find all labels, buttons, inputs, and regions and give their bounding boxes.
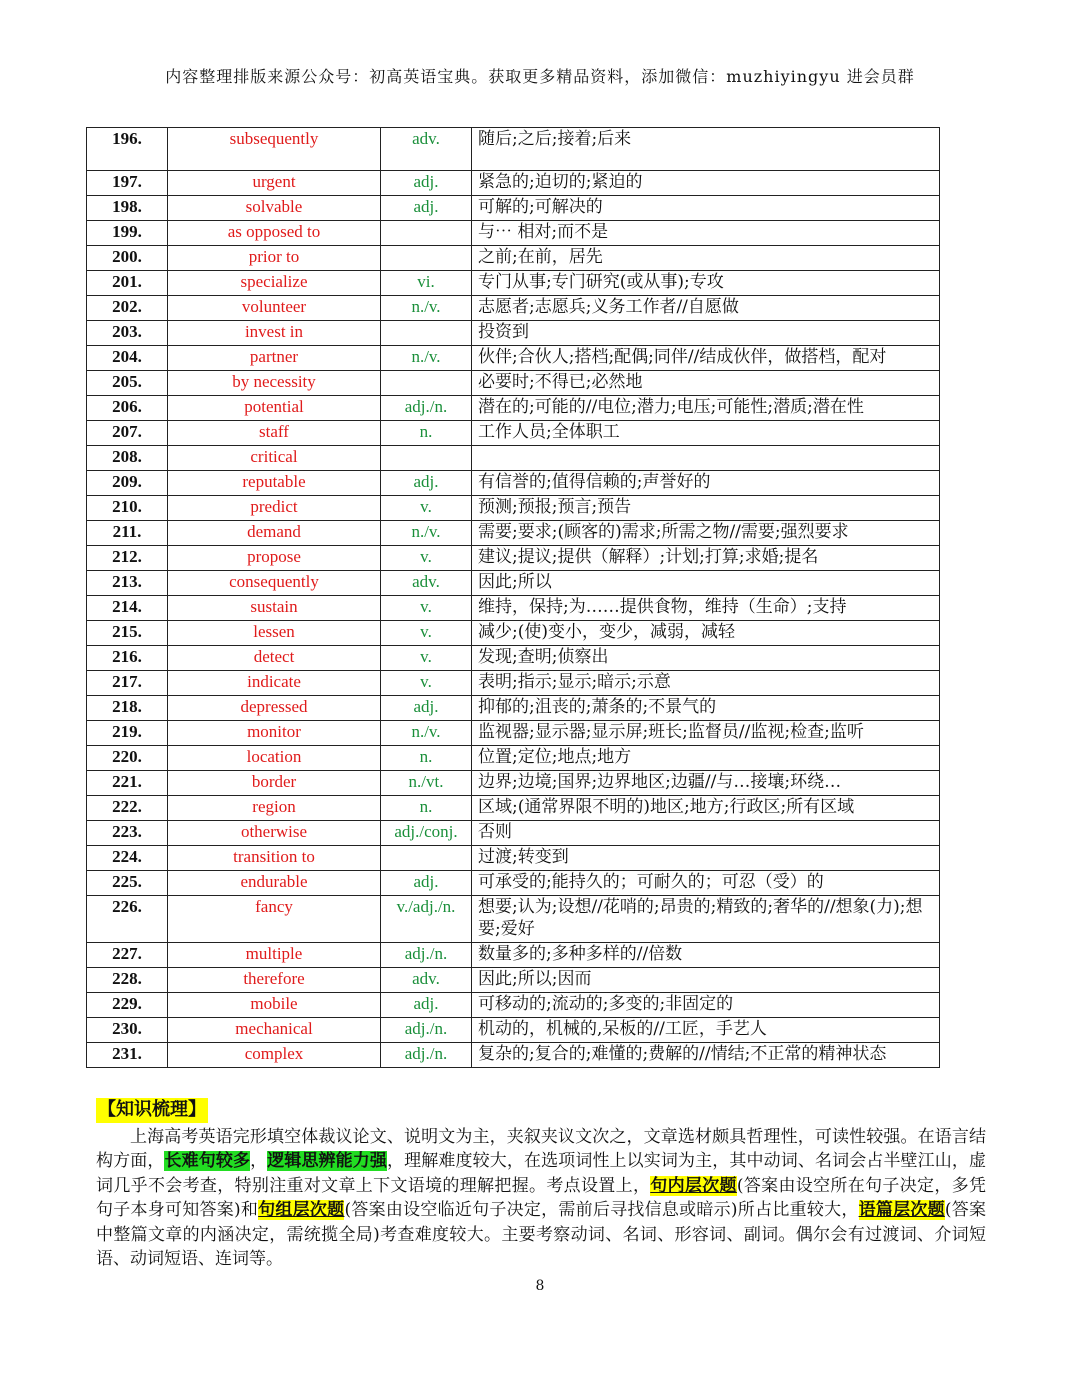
table-row <box>87 471 940 496</box>
row-word: reputable <box>168 471 381 496</box>
table-row <box>87 346 940 371</box>
table-row <box>87 943 940 968</box>
row-word: partner <box>168 346 381 371</box>
table-row <box>87 696 940 721</box>
row-pos: adj. <box>381 871 472 896</box>
page-header: 内容整理排版来源公众号：初高英语宝典。获取更多精品资料，添加微信：muzhiyingyu 进会员群 <box>165 67 915 86</box>
row-pos: v. <box>381 596 472 621</box>
row-number: 224. <box>87 846 168 871</box>
row-number: 213. <box>87 571 168 596</box>
page-number: 8 <box>535 1278 545 1294</box>
row-meaning: 有信誉的;值得信赖的;声誉好的 <box>472 471 940 496</box>
row-number: 226. <box>87 896 168 943</box>
row-word: endurable <box>168 871 381 896</box>
table-row <box>87 246 940 271</box>
row-word: mobile <box>168 993 381 1018</box>
table-row <box>87 1043 940 1068</box>
text-span: (答案由设空临近句子决定，需前后寻找信息或暗示)所占比重较大， <box>344 1200 859 1220</box>
row-meaning: 需要;要求;(顾客的)需求;所需之物//需要;强烈要求 <box>472 521 940 546</box>
row-word: depressed <box>168 696 381 721</box>
row-pos: adj./conj. <box>381 821 472 846</box>
table-row <box>87 646 940 671</box>
row-word: fancy <box>168 896 381 943</box>
row-pos <box>381 371 472 396</box>
table-row <box>87 771 940 796</box>
row-number: 222. <box>87 796 168 821</box>
row-word: urgent <box>168 171 381 196</box>
row-meaning: 发现;查明;侦察出 <box>472 646 940 671</box>
row-number: 197. <box>87 171 168 196</box>
row-pos: v. <box>381 621 472 646</box>
row-number: 198. <box>87 196 168 221</box>
row-number: 204. <box>87 346 168 371</box>
row-meaning: 之前;在前，居先 <box>472 246 940 271</box>
row-pos <box>381 221 472 246</box>
row-meaning: 因此;所以;因而 <box>472 968 940 993</box>
text-span: 上海高考英语完形填空体裁议论文、说明文为主，夹叙夹议文次之，文章选材颇具哲理性，可读性较强。在语言结构方面， <box>96 1126 986 1171</box>
row-meaning: 机动的，机械的,呆板的//工匠，手艺人 <box>472 1018 940 1043</box>
row-number: 231. <box>87 1043 168 1068</box>
row-number: 206. <box>87 396 168 421</box>
row-meaning: 可解的;可解决的 <box>472 196 940 221</box>
table-row <box>87 871 940 896</box>
row-pos: adj./n. <box>381 1043 472 1068</box>
row-word: lessen <box>168 621 381 646</box>
row-pos: n./v. <box>381 521 472 546</box>
table-row <box>87 128 940 171</box>
row-pos: n. <box>381 421 472 446</box>
row-word: by necessity <box>168 371 381 396</box>
table-row <box>87 846 940 871</box>
row-number: 212. <box>87 546 168 571</box>
row-meaning: 潜在的;可能的//电位;潜力;电压;可能性;潜质;潜在性 <box>472 396 940 421</box>
row-meaning: 可移动的;流动的;多变的;非固定的 <box>472 993 940 1018</box>
row-number: 225. <box>87 871 168 896</box>
row-meaning: 抑郁的;沮丧的;萧条的;不景气的 <box>472 696 940 721</box>
row-pos: adj. <box>381 171 472 196</box>
section-paragraph <box>96 1125 986 1272</box>
row-meaning: 建议;提议;提供（解释）;计划;打算;求婚;提名 <box>472 546 940 571</box>
row-meaning: 随后;之后;接着;后来 <box>472 128 940 171</box>
row-meaning: 监视器;显示器;显示屏;班长;监督员//监视;检查;监听 <box>472 721 940 746</box>
row-pos: adv. <box>381 968 472 993</box>
row-number: 214. <box>87 596 168 621</box>
row-number: 217. <box>87 671 168 696</box>
row-pos: v. <box>381 671 472 696</box>
row-pos: adv. <box>381 571 472 596</box>
row-pos: n./v. <box>381 721 472 746</box>
row-word: location <box>168 746 381 771</box>
table-row <box>87 571 940 596</box>
row-meaning: 投资到 <box>472 321 940 346</box>
highlight-long-sentences: 长难句较多 <box>164 1151 251 1171</box>
row-number: 229. <box>87 993 168 1018</box>
row-pos: adj. <box>381 196 472 221</box>
row-pos <box>381 446 472 471</box>
row-word: consequently <box>168 571 381 596</box>
row-meaning <box>472 446 940 471</box>
row-meaning: 边界;边境;国界;边界地区;边疆//与…接壤;环绕… <box>472 771 940 796</box>
row-word: prior to <box>168 246 381 271</box>
table-row <box>87 968 940 993</box>
row-meaning: 伙伴;合伙人;搭档;配偶;同伴//结成伙伴，做搭档，配对 <box>472 346 940 371</box>
row-pos: adj. <box>381 471 472 496</box>
row-word: complex <box>168 1043 381 1068</box>
row-word: solvable <box>168 196 381 221</box>
row-meaning: 区域;(通常界限不明的)地区;地方;行政区;所有区域 <box>472 796 940 821</box>
row-word: as opposed to <box>168 221 381 246</box>
row-meaning: 复杂的;复合的;难懂的;费解的//情结;不正常的精神状态 <box>472 1043 940 1068</box>
highlight-discourse-level: 语篇层次题 <box>858 1200 945 1220</box>
text-span: ，理解难度较大，在选项词性上以实词为主，其中动词、名词会占半壁江山，虚词几乎不会考查，特别注重对文章上下文语境的理解把握。考点设置上， <box>96 1151 987 1196</box>
row-pos: vi. <box>381 271 472 296</box>
row-meaning: 表明;指示;显示;暗示;示意 <box>472 671 940 696</box>
row-word: potential <box>168 396 381 421</box>
row-pos: n./vt. <box>381 771 472 796</box>
row-pos: adj./n. <box>381 943 472 968</box>
row-number: 209. <box>87 471 168 496</box>
row-word: subsequently <box>168 128 381 171</box>
row-meaning: 想要;认为;设想//花哨的;昂贵的;精致的;奢华的//想象(力);想要;爱好 <box>472 896 940 943</box>
table-row <box>87 896 940 943</box>
row-meaning: 过渡;转变到 <box>472 846 940 871</box>
row-pos: n. <box>381 746 472 771</box>
row-meaning: 减少;(使)变小，变少，减弱，减轻 <box>472 621 940 646</box>
row-pos: adj./n. <box>381 1018 472 1043</box>
row-pos: adj./n. <box>381 396 472 421</box>
row-pos <box>381 321 472 346</box>
row-number: 208. <box>87 446 168 471</box>
row-word: staff <box>168 421 381 446</box>
table-row <box>87 993 940 1018</box>
row-meaning: 志愿者;志愿兵;义务工作者//自愿做 <box>472 296 940 321</box>
table-row <box>87 671 940 696</box>
row-word: border <box>168 771 381 796</box>
row-meaning: 紧急的;迫切的;紧迫的 <box>472 171 940 196</box>
row-meaning: 专门从事;专门研究(或从事);专攻 <box>472 271 940 296</box>
row-meaning: 数量多的;多种多样的//倍数 <box>472 943 940 968</box>
table-row <box>87 796 940 821</box>
table-row <box>87 196 940 221</box>
row-number: 196. <box>87 128 168 171</box>
row-pos: adj. <box>381 993 472 1018</box>
row-word: therefore <box>168 968 381 993</box>
row-number: 200. <box>87 246 168 271</box>
row-pos: v. <box>381 496 472 521</box>
row-pos: n./v. <box>381 296 472 321</box>
row-word: detect <box>168 646 381 671</box>
row-number: 219. <box>87 721 168 746</box>
row-word: otherwise <box>168 821 381 846</box>
row-number: 216. <box>87 646 168 671</box>
row-number: 221. <box>87 771 168 796</box>
row-number: 220. <box>87 746 168 771</box>
row-pos: n. <box>381 796 472 821</box>
table-row <box>87 821 940 846</box>
text-span: ， <box>250 1151 268 1171</box>
row-word: invest in <box>168 321 381 346</box>
row-word: propose <box>168 546 381 571</box>
table-row <box>87 371 940 396</box>
row-pos <box>381 846 472 871</box>
table-row <box>87 421 940 446</box>
row-meaning: 因此;所以 <box>472 571 940 596</box>
table-row <box>87 621 940 646</box>
table-row <box>87 446 940 471</box>
row-word: region <box>168 796 381 821</box>
row-word: transition to <box>168 846 381 871</box>
row-word: sustain <box>168 596 381 621</box>
table-row <box>87 221 940 246</box>
row-word: indicate <box>168 671 381 696</box>
row-number: 202. <box>87 296 168 321</box>
row-number: 228. <box>87 968 168 993</box>
highlight-logic: 逻辑思辨能力强 <box>267 1151 388 1171</box>
row-pos: v. <box>381 546 472 571</box>
row-meaning: 位置;定位;地点;地方 <box>472 746 940 771</box>
row-pos <box>381 246 472 271</box>
row-word: volunteer <box>168 296 381 321</box>
row-meaning: 必要时;不得已;必然地 <box>472 371 940 396</box>
table-row <box>87 721 940 746</box>
row-number: 230. <box>87 1018 168 1043</box>
row-number: 227. <box>87 943 168 968</box>
row-number: 203. <box>87 321 168 346</box>
row-pos: v. <box>381 646 472 671</box>
table-row <box>87 321 940 346</box>
row-number: 211. <box>87 521 168 546</box>
row-word: multiple <box>168 943 381 968</box>
knowledge-section <box>96 1098 986 1272</box>
row-meaning: 工作人员;全体职工 <box>472 421 940 446</box>
table-row <box>87 746 940 771</box>
row-word: demand <box>168 521 381 546</box>
table-row <box>87 521 940 546</box>
row-word: specialize <box>168 271 381 296</box>
table-row <box>87 1018 940 1043</box>
row-pos: n./v. <box>381 346 472 371</box>
row-word: monitor <box>168 721 381 746</box>
row-number: 207. <box>87 421 168 446</box>
text-span: (答案中整篇文章的内涵决定，需统揽全局)考查难度较大。主要考察动词、名词、形容词、副词。偶尔会有过渡词、介词短语、动词短语、连词等。 <box>96 1200 987 1269</box>
row-meaning: 否则 <box>472 821 940 846</box>
row-number: 218. <box>87 696 168 721</box>
highlight-sentence-group-level: 句组层次题 <box>258 1200 345 1220</box>
row-word: critical <box>168 446 381 471</box>
table-row <box>87 546 940 571</box>
row-number: 210. <box>87 496 168 521</box>
vocabulary-table <box>86 127 940 1068</box>
table-row <box>87 396 940 421</box>
row-pos: adv. <box>381 128 472 171</box>
table-row <box>87 496 940 521</box>
row-pos: adj. <box>381 696 472 721</box>
row-number: 199. <box>87 221 168 246</box>
row-number: 223. <box>87 821 168 846</box>
row-meaning: 维持，保持;为……提供食物，维持（生命）;支持 <box>472 596 940 621</box>
table-row <box>87 271 940 296</box>
text-span: (答案由设空所在句子决定，多凭句子本身可知答案)和 <box>96 1175 986 1220</box>
table-row <box>87 596 940 621</box>
row-meaning: 与⋯ 相对;而不是 <box>472 221 940 246</box>
table-row <box>87 296 940 321</box>
row-pos: v./adj./n. <box>381 896 472 943</box>
section-tag: 【知识梳理】 <box>96 1098 208 1123</box>
row-meaning: 预测;预报;预言;预告 <box>472 496 940 521</box>
row-number: 201. <box>87 271 168 296</box>
row-meaning: 可承受的;能持久的；可耐久的；可忍（受）的 <box>472 871 940 896</box>
table-row <box>87 171 940 196</box>
highlight-sentence-level: 句内层次题 <box>650 1175 737 1196</box>
row-number: 215. <box>87 621 168 646</box>
row-number: 205. <box>87 371 168 396</box>
row-word: mechanical <box>168 1018 381 1043</box>
row-word: predict <box>168 496 381 521</box>
